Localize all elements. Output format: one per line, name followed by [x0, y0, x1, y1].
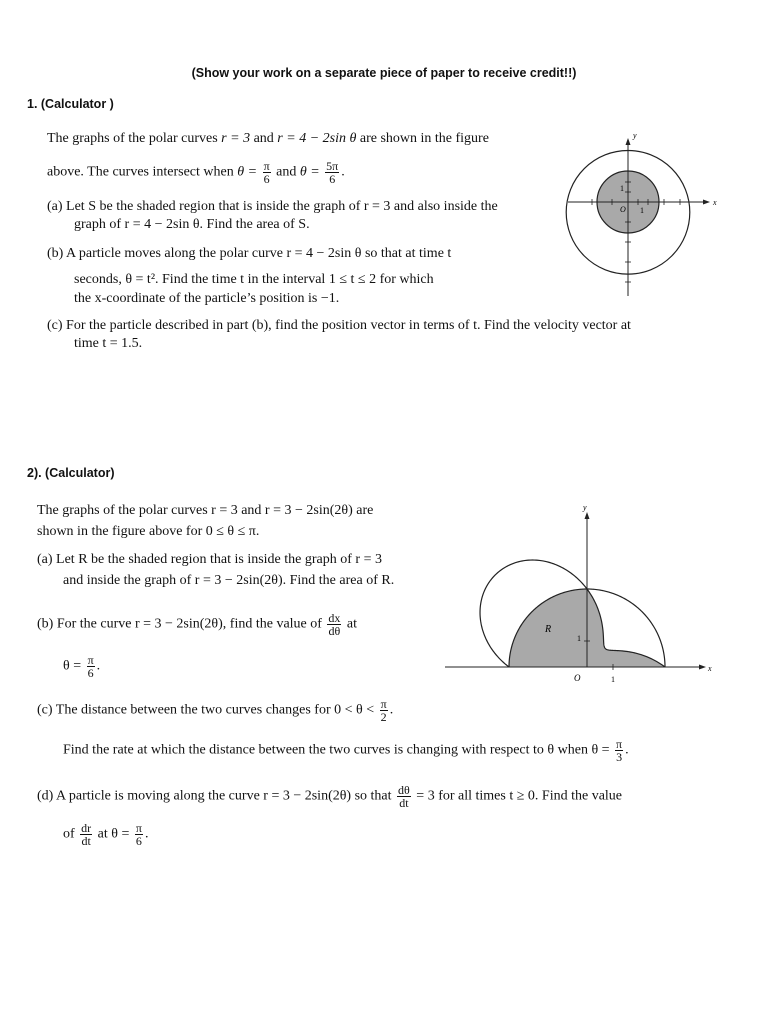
- problem-2-intro-line-1: The graphs of the polar curves r = 3 and r = 3 − 2sin(2θ) are: [37, 503, 374, 518]
- x-axis-arrow-icon: [703, 200, 710, 205]
- x-axis-label: x: [713, 198, 717, 207]
- fraction-pi-over-6: $\frac{\pi}{6}$: [135, 821, 142, 848]
- fraction-dtheta-dt: $\frac{d\theta}{dt}$: [398, 783, 410, 810]
- region-r-label: R: [545, 624, 552, 635]
- x-axis-label: x: [708, 664, 712, 673]
- origin-label: O: [620, 205, 626, 214]
- problem-1-part-b-line-2: seconds, θ = t². Find the time t in the interval 1 ≤ t ≤ 2 for which: [74, 272, 434, 287]
- problem-1-polar-figure: [560, 130, 730, 298]
- problem-2-part-a-line-2: and inside the graph of r = 3 − 2sin(2θ). Find the area of R.: [63, 573, 395, 588]
- fraction-pi-over-2: $\frac{\pi}{2}$: [380, 697, 387, 724]
- problem-2-part-b-line-2: θ = $\frac{\pi}{6}$ .: [63, 653, 101, 680]
- problem-2-intro-line-2: shown in the figure above for 0 ≤ θ ≤ π.: [37, 524, 260, 539]
- problem-1-part-c-line-1: (c) For the particle described in part (b), find the position vector in terms of t. Find the velocity vector at: [47, 318, 631, 333]
- origin-label: O: [574, 673, 581, 683]
- problem-1-part-a-line-1: (a) Let S be the shaded region that is inside the graph of r = 3 and also inside the: [47, 199, 498, 214]
- problem-1-part-a-line-2: graph of r = 4 − 2sin θ. Find the area of S.: [74, 217, 310, 232]
- fraction-dx-dtheta: $\frac{dx}{d\theta}$: [328, 611, 341, 638]
- y-axis-arrow-icon: [626, 138, 631, 145]
- tick-label-1-y: 1: [577, 634, 581, 643]
- tick-label-1-x: 1: [640, 206, 644, 215]
- tick-label-1-y: 1: [620, 184, 624, 193]
- x-axis-arrow-icon: [699, 665, 706, 670]
- problem-1-title: 1. (Calculator ): [27, 97, 114, 111]
- problem-2-part-d-line-1: (d) A particle is moving along the curve r = 3 − 2sin(2θ) so that $\frac{d\theta}{dt}$ = 3 for all times t ≥ 0. Find the value: [37, 783, 623, 810]
- y-axis-arrow-icon: [585, 512, 590, 519]
- problem-1-intro-line-2: above. The curves intersect when θ = $\frac{\pi}{6}$ and θ = $\frac{5\pi}{6}$ .: [47, 159, 345, 186]
- header-note: (Show your work on a separate piece of paper to receive credit!!): [191, 66, 577, 80]
- problem-1-part-b-line-3: the x-coordinate of the particle’s position is −1.: [74, 291, 340, 306]
- problem-1-part-b-line-1: (b) A particle moves along the polar curve r = 4 − 2sin θ so that at time t: [47, 246, 452, 261]
- problem-2-part-d-line-2: of $\frac{dr}{dt}$ at θ = $\frac{\pi}{6}$ .: [63, 821, 149, 848]
- fraction-pi-over-6: $\frac{\pi}{6}$: [87, 653, 94, 680]
- problem-2-title: 2). (Calculator): [27, 466, 115, 480]
- problem-2-part-c-line-1: (c) The distance between the two curves changes for 0 < θ < $\frac{\pi}{2}$ .: [37, 697, 394, 724]
- fraction-pi-over-3: $\frac{\pi}{3}$: [616, 737, 623, 764]
- problem-2-polar-figure: [440, 500, 740, 685]
- problem-2-part-b-line-1: (b) For the curve r = 3 − 2sin(2θ), find the value of $\frac{dx}{d\theta}$ at: [37, 611, 358, 638]
- y-axis-label: y: [583, 503, 587, 512]
- problem-1-intro-line-1: The graphs of the polar curves r = 3 and r = 4 − 2sin θ are shown in the figure: [47, 131, 489, 146]
- tick-label-1-x: 1: [611, 675, 615, 684]
- y-axis-label: y: [633, 131, 637, 140]
- fraction-5pi-over-6: $\frac{5\pi}{6}$: [326, 159, 339, 186]
- fraction-pi-over-6: $\frac{\pi}{6}$: [263, 159, 270, 186]
- fraction-dr-dt: $\frac{dr}{dt}$: [81, 821, 92, 848]
- problem-1-part-c-line-2: time t = 1.5.: [74, 336, 143, 351]
- problem-2-part-a-line-1: (a) Let R be the shaded region that is inside the graph of r = 3: [37, 552, 382, 567]
- problem-2-part-c-line-2: Find the rate at which the distance between the two curves is changing with respect to θ when θ = $\frac{\pi}{3}$ .: [63, 737, 629, 764]
